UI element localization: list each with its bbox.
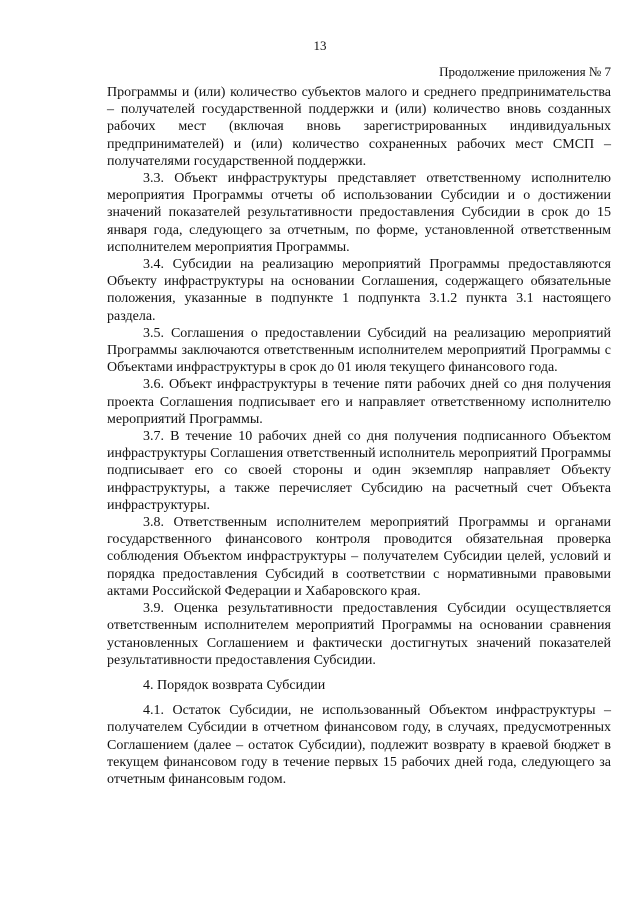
paragraph-3-5: 3.5. Соглашения о предоставлении Субсидий на реализацию мероприятий Программы заключаются ответственным исполнителем мероприятий Программы с Объектами инфраструктуры в срок до 01 июля текущего финансового года. <box>107 325 611 376</box>
paragraph-3-9: 3.9. Оценка результативности предоставления Субсидии осуществляется ответственным исполнителем мероприятий Программы на основании сравнения установленных Соглашением и фактически достигнутых значений показателей результативности предоставления Субсидии. <box>107 601 611 668</box>
appendix-continuation-note: Продолжение приложения № 7 <box>439 64 611 79</box>
paragraph-3-7: 3.7. В течение 10 рабочих дней со дня получения подписанного Объектом инфраструктуры Соглашения ответственный исполнитель мероприятий Программы подписывает его со своей стороны и один экземпляр направляет Объекту инфраструктуры, а также перечисляет Субсидию на расчетный счет Объекта инфраструктуры. <box>107 429 611 513</box>
document-body <box>107 84 611 788</box>
paragraph-3-6: 3.6. Объект инфраструктуры в течение пяти рабочих дней со дня получения проекта Соглашения подписывает его и направляет ответственному исполнителю мероприятий Программы. <box>107 377 611 427</box>
paragraph-4-1: 4.1. Остаток Субсидии, не использованный Объектом инфраструктуры – получателем Субсидии в отчетном финансовом году, в случаях, предусмотренных Соглашением (далее – остаток Субсидии), подлежит возврату в краевой бюджет в текущем финансовом году в течение первых 15 рабочих дней года, следующего за отчетным финансовым годом. <box>107 703 611 787</box>
page-number: 13 <box>313 38 327 53</box>
paragraph-3-3: 3.3. Объект инфраструктуры представляет ответственному исполнителю мероприятия Программы отчеты об использовании Субсидии и о достижении значений показателей результативности предоставления Субсидии в срок до 15 января года, следующего за отчетным, по форме, установленной ответственным исполнителем мероприятия Программы. <box>107 171 611 255</box>
paragraph-3-8: 3.8. Ответственным исполнителем мероприятий Программы и органами государственного финансового контроля проводится обязательная проверка соблюдения Объектом инфраструктуры – получателем Субсидии целей, условий и порядка предоставления Субсидий в соответствии с нормативными правовыми актами Российской Федерации и Хабаровского края. <box>107 515 611 599</box>
section-heading-4: 4. Порядок возврата Субсидии <box>143 677 326 693</box>
paragraph-continuation: Программы и (или) количество субъектов малого и среднего предпринимательства – получателей государственной поддержки и (или) количество вновь созданных рабочих мест (включая вновь зарегистрированных индивидуальных предпринимателей) и (или) количество сохраненных рабочих мест СМСП – получателями государственной поддержки. <box>107 85 611 169</box>
paragraph-3-4: 3.4. Субсидии на реализацию мероприятий Программы предоставляются Объекту инфраструктуры на основании Соглашения, содержащего обязательные положения, указанные в подпункте 1 подпункта 3.1.2 пункта 3.1 настоящего раздела. <box>107 257 611 324</box>
